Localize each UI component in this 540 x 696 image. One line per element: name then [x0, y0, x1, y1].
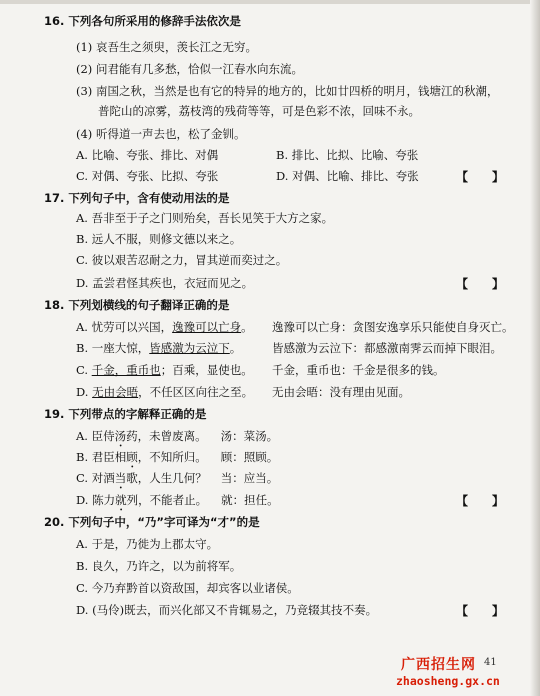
q18-option-d-translation: 无由会晤：没有理由见面。	[272, 385, 410, 399]
q18-option-a-translation: 逸豫可以亡身：贪图安逸享乐只能使自身灭亡。	[272, 320, 514, 334]
q18-option-c[interactable]	[76, 363, 253, 377]
q19-title: 19. 下列带点的字解释正确的是	[44, 407, 207, 421]
q18-option-c-post: ；百乘，显使也。	[160, 363, 253, 377]
q19-option-c[interactable]	[76, 471, 278, 492]
q16-option-b[interactable]: B. 排比、比拟、比喻、夸张	[276, 148, 419, 162]
q18-option-a[interactable]	[76, 320, 253, 334]
q19-option-d[interactable]	[76, 493, 279, 514]
q16-option-c[interactable]: C. 对偶、夸张、比拟、夸张	[76, 169, 219, 183]
q19-option-c-dotted-char: 当	[114, 471, 127, 485]
q16-title: 16. 下列各句所采用的修辞手法依次是	[44, 14, 241, 28]
q19-option-c-text-2: 歌，人生几何？	[126, 471, 207, 485]
q17-answer-bracket[interactable]: 【 】	[456, 277, 505, 291]
q19-option-d-text-1: D. 陈力	[76, 493, 116, 507]
q19-option-d-gloss: 就：担任。	[221, 493, 279, 507]
q18-option-b-post: 。	[229, 341, 242, 355]
q18-option-b-pre: B. 一座大惊，	[76, 341, 150, 355]
q19-option-b[interactable]	[76, 450, 278, 471]
q20-option-d[interactable]: D. (马伶)既去，而兴化部又不肯辄易之，乃竞辍其技不奏。	[76, 603, 378, 617]
q16-item-3: (3) 南国之秋，当然是也有它的特异的地方的，比如廿四桥的明月，钱塘江的秋潮，	[76, 84, 499, 98]
q16-answer-bracket[interactable]: 【 】	[456, 170, 505, 184]
q19-option-b-gloss: 顾：照顾。	[220, 450, 279, 464]
q16-item-3-cont: 普陀山的凉雾，荔枝湾的残荷等等，可是色彩不浓，回味不永。	[98, 104, 420, 118]
q18-option-b[interactable]	[76, 341, 241, 355]
q16-item-1: (1) 哀吾生之须臾，羡长江之无穷。	[76, 40, 257, 54]
page-number: 41	[484, 657, 497, 668]
q19-option-d-dotted-char: 就	[115, 493, 127, 507]
q16-option-d[interactable]: D. 对偶、比喻、排比、夸张	[276, 169, 419, 183]
q19-option-a-text-1: A. 臣侍	[76, 429, 115, 443]
q16-item-4: (4) 听得道一声去也，松了金钏。	[76, 127, 246, 141]
q19-option-d-text-2: 列，不能者止。	[126, 493, 208, 507]
q19-option-a[interactable]	[76, 429, 278, 450]
q18-title: 18. 下列划横线的句子翻译正确的是	[44, 298, 230, 312]
q17-option-a[interactable]: A. 吾非至于子之门则殆矣，吾长见笑于大方之家。	[76, 211, 334, 225]
watermark-url: zhaosheng.gx.cn	[396, 674, 500, 688]
watermark-site-name: 广西招生网	[401, 657, 476, 673]
q19-answer-bracket[interactable]: 【 】	[456, 494, 505, 508]
q20-option-a[interactable]: A. 于是，乃徙为上郡太守。	[76, 537, 219, 551]
q19-option-b-text-2: ，不知所归。	[137, 450, 207, 464]
q18-option-b-underlined: 皆感激为云泣下	[149, 341, 230, 355]
q20-option-b[interactable]: B. 良久，乃许之，以为前将军。	[76, 559, 242, 573]
q19-option-b-dotted-char: 顾	[126, 450, 138, 464]
q18-option-a-pre: A. 忧劳可以兴国，	[76, 320, 173, 334]
q20-option-c[interactable]: C. 今乃弃黔首以资敌国，却宾客以业诸侯。	[76, 581, 299, 595]
q20-answer-bracket[interactable]: 【 】	[456, 604, 505, 618]
q18-option-d[interactable]	[76, 385, 253, 399]
q18-option-c-translation: 千金，重币也：千金是很多的钱。	[272, 363, 445, 377]
q19-option-a-gloss: 汤：菜汤。	[220, 429, 279, 443]
q17-option-b[interactable]: B. 远人不服，则修文德以来之。	[76, 232, 242, 246]
q16-option-a[interactable]: A. 比喻、夸张、排比、对偶	[76, 148, 219, 162]
q19-option-b-text-1: B. 君臣相	[76, 450, 127, 464]
scan-edge-top	[0, 0, 540, 4]
q18-option-d-pre: D.	[76, 385, 93, 399]
q18-option-a-underlined: 逸豫可以亡身	[172, 320, 242, 334]
q18-option-d-post: ，不任区区向往之至。	[138, 385, 254, 399]
q16-item-2: (2) 问君能有几多愁，恰似一江春水向东流。	[76, 62, 303, 76]
q18-option-c-pre: C.	[76, 363, 92, 377]
q17-option-d[interactable]: D. 孟尝君怪其疾也，衣冠而见之。	[76, 276, 254, 290]
q18-option-b-translation: 皆感激为云泣下：都感激南霁云而掉下眼泪。	[272, 341, 502, 355]
q19-option-a-dotted-char: 汤	[114, 429, 127, 443]
q19-option-a-text-2: 药，未曾废离。	[126, 429, 207, 443]
q17-title: 17. 下列句子中，含有使动用法的是	[44, 191, 230, 205]
q20-title: 20. 下列句子中，“乃”字可译为“才”的是	[44, 515, 260, 529]
q18-option-c-underlined: 千金，重币也	[91, 363, 161, 377]
scan-edge-right	[530, 0, 540, 696]
q18-option-d-underlined: 无由会晤	[92, 385, 139, 399]
q19-option-c-text-1: C. 对酒	[76, 471, 115, 485]
q17-option-c[interactable]: C. 彼以艰苦忍耐之力，冒其逆而奕过之。	[76, 253, 288, 267]
q18-option-a-post: 。	[241, 320, 253, 334]
q19-option-c-gloss: 当：应当。	[220, 471, 279, 485]
